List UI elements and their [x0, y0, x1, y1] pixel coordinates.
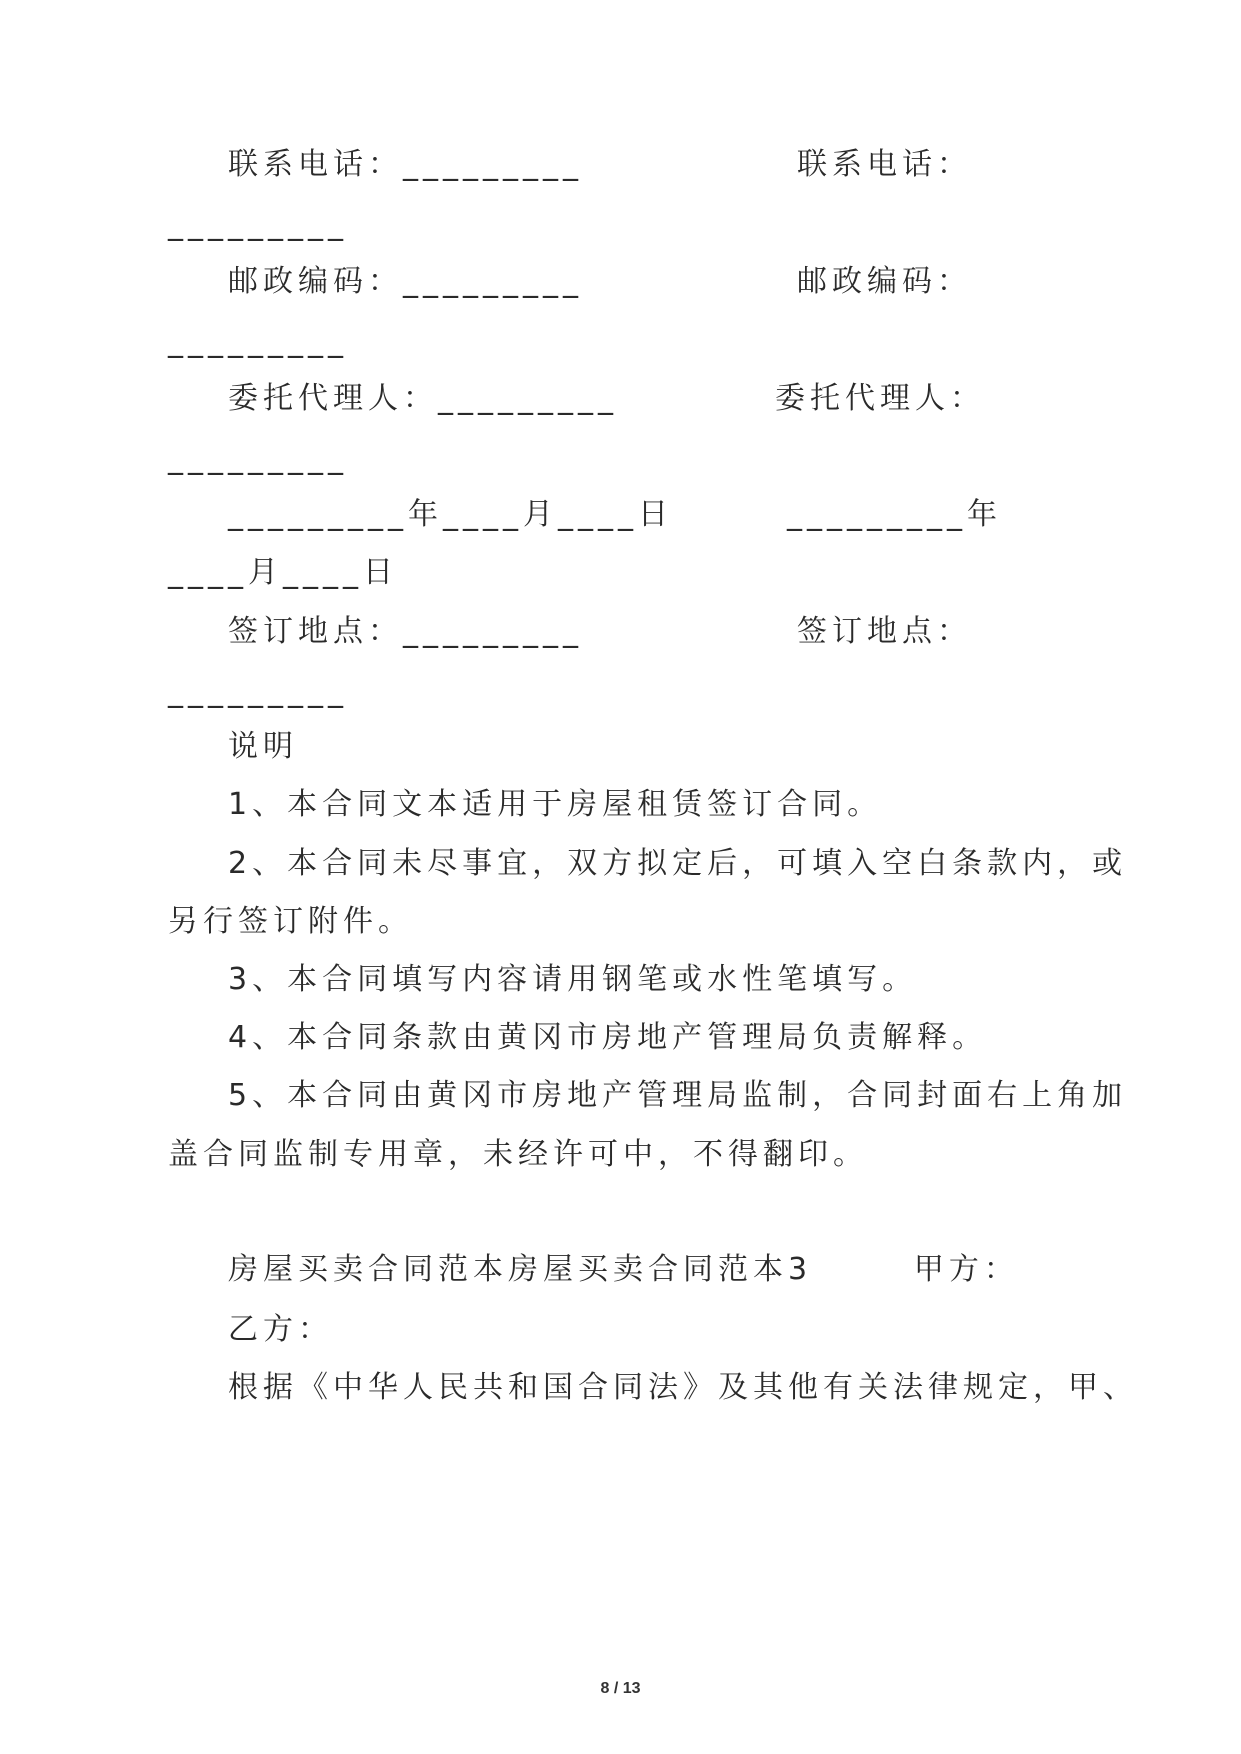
party-a-signing-place: 签订地点：_________ [228, 614, 583, 649]
party-b-phone-label: 联系电话： [797, 147, 972, 182]
note-5: 5、本合同由黄冈市房地产管理局监制，合同封面右上角加 [228, 1078, 1128, 1113]
note-5-continued: 盖合同监制专用章，未经许可中，不得翻印。 [168, 1137, 868, 1172]
party-b-postcode-blank: _________ [168, 324, 348, 359]
party-b-signing-place-blank: _________ [168, 674, 348, 709]
party-b-agent-blank: _________ [168, 441, 348, 476]
page-number: 8 / 13 [600, 1680, 641, 1697]
note-3: 3、本合同填写内容请用钢笔或水性笔填写。 [228, 962, 918, 997]
note-1: 1、本合同文本适用于房屋租赁签订合同。 [228, 787, 883, 822]
note-2: 2、本合同未尽事宜，双方拟定后，可填入空白条款内，或 [228, 846, 1128, 881]
party-a-phone: 联系电话：_________ [228, 147, 583, 182]
party-b-date-month-day: ____月____日 [168, 555, 398, 590]
note-2-continued: 另行签订附件。 [168, 904, 413, 939]
party-b-phone-blank: _________ [168, 207, 348, 242]
party-b-label: 乙方： [228, 1312, 333, 1347]
section-title-party-a: 房屋买卖合同范本房屋买卖合同范本3 甲方： [228, 1252, 1019, 1287]
party-a-postcode: 邮政编码：_________ [228, 264, 583, 299]
party-b-date-year: _________年 [787, 497, 1002, 532]
note-4: 4、本合同条款由黄冈市房地产管理局负责解释。 [228, 1020, 988, 1055]
notes-heading: 说明 [228, 729, 298, 764]
party-a-date: _________年____月____日 [228, 497, 673, 532]
party-b-agent-label: 委托代理人： [775, 381, 985, 416]
party-b-postcode-label: 邮政编码： [797, 264, 972, 299]
party-a-agent: 委托代理人：_________ [228, 381, 618, 416]
contract-preamble: 根据《中华人民共和国合同法》及其他有关法律规定，甲、 [228, 1370, 1138, 1405]
party-b-signing-place-label: 签订地点： [797, 614, 972, 649]
